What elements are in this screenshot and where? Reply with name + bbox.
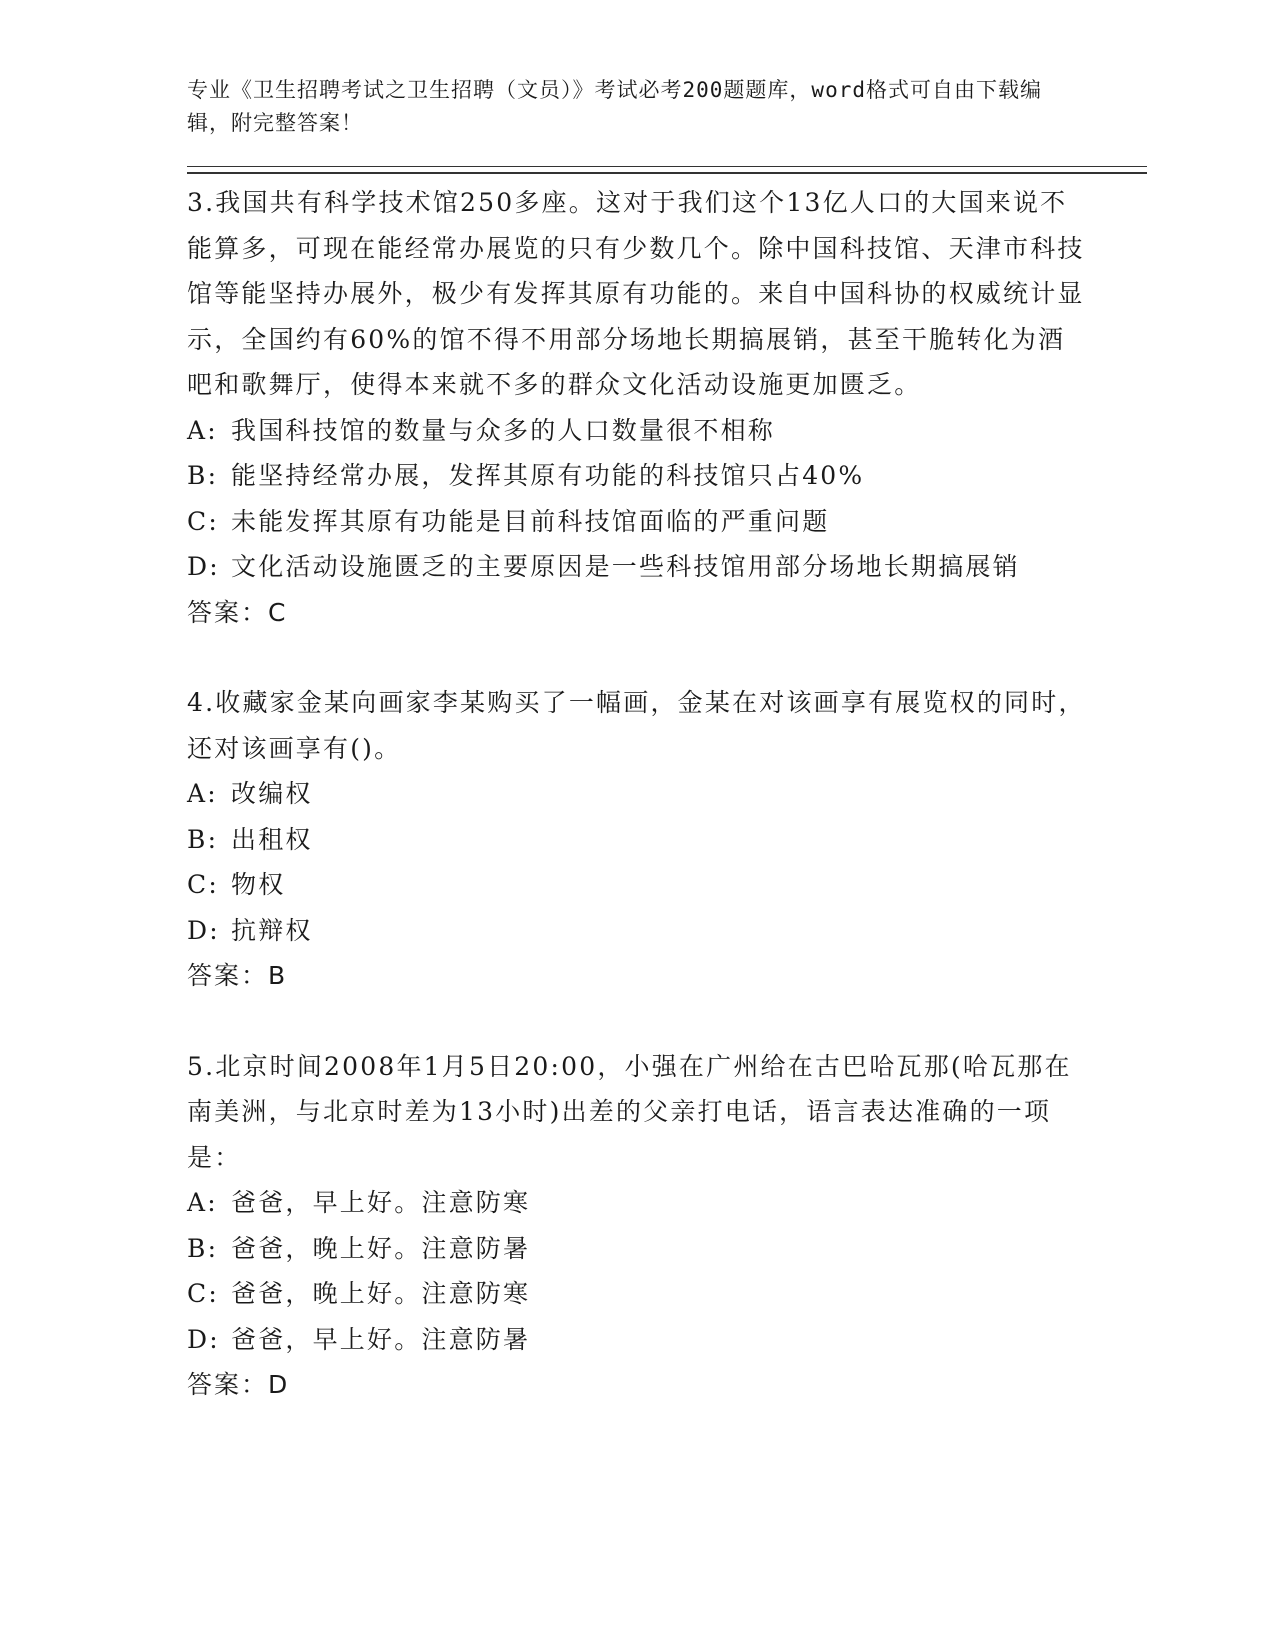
option-key: D: <box>187 915 220 945</box>
option-text: 未能发挥其原有功能是目前科技馆面临的严重问题 <box>231 506 830 536</box>
option-key: B: <box>187 461 219 490</box>
option-text: 改编权 <box>231 779 313 808</box>
option-text: 出租权 <box>231 824 313 854</box>
option-key: B: <box>187 1233 219 1263</box>
answer-line: 答案：D <box>187 1370 290 1399</box>
option-a <box>187 1180 1147 1226</box>
option-key: C: <box>187 870 219 899</box>
option-b <box>187 453 1147 499</box>
spacer <box>187 635 1147 680</box>
option-text: 抗辩权 <box>231 915 313 945</box>
answer-line: 答案：C <box>187 597 288 627</box>
option-text: 我国科技馆的数量与众多的人口数量很不相称 <box>231 415 776 445</box>
option-list <box>187 408 1147 590</box>
option-list <box>187 1180 1147 1362</box>
question-stem: 3.我国共有科学技术馆250多座。这对于我们这个13亿人口的大国来说不能算多，可现在能经常办展览的只有少数几个。除中国科技馆、天津市科技馆等能坚持办展外，极少有发挥其原有功能的。来自中国科协的权威统计显示，全国约有60%的馆不得不用部分场地长期搞展销，甚至干脆转化为酒吧和歌舞厅，使得本来就不多的群众文化活动设施更加匮乏。 <box>187 188 1085 399</box>
option-text: 爸爸，早上好。注意防寒 <box>231 1188 531 1217</box>
option-a <box>187 408 1147 454</box>
option-d <box>187 908 1147 954</box>
question-3 <box>187 180 1147 635</box>
option-text: 爸爸，早上好。注意防暑 <box>231 1324 531 1354</box>
option-c <box>187 499 1147 545</box>
question-stem: 5.北京时间2008年1月5日20:00，小强在广州给在古巴哈瓦那(哈瓦那在南美洲，与北京时差为13小时)出差的父亲打电话，语言表达准确的一项是： <box>187 1051 1072 1172</box>
option-key: C: <box>187 506 219 536</box>
option-list <box>187 771 1147 953</box>
option-text: 爸爸，晚上好。注意防暑 <box>231 1233 531 1263</box>
option-text: 爸爸，晚上好。注意防寒 <box>231 1279 531 1308</box>
option-text: 能坚持经常办展，发挥其原有功能的科技馆只占40% <box>231 461 865 490</box>
answer-line: 答案：B <box>187 961 288 990</box>
question-5 <box>187 1044 1147 1408</box>
option-c <box>187 1271 1147 1317</box>
option-key: D: <box>187 552 220 581</box>
option-d <box>187 544 1147 590</box>
option-c <box>187 862 1147 908</box>
option-b <box>187 817 1147 863</box>
option-d <box>187 1317 1147 1363</box>
option-text: 文化活动设施匮乏的主要原因是一些科技馆用部分场地长期搞展销 <box>231 552 1020 581</box>
option-key: D: <box>187 1324 220 1354</box>
header-divider <box>187 166 1147 174</box>
question-4 <box>187 680 1147 999</box>
option-key: B: <box>187 824 219 854</box>
option-key: A: <box>187 415 218 445</box>
option-key: A: <box>187 779 218 808</box>
spacer <box>187 999 1147 1044</box>
option-b <box>187 1226 1147 1272</box>
question-stem: 4.收藏家金某向画家李某购买了一幅画，金某在对该画享有展览权的同时，还对该画享有()。 <box>187 688 1086 763</box>
option-a <box>187 771 1147 817</box>
option-key: A: <box>187 1188 218 1217</box>
option-text: 物权 <box>231 870 286 899</box>
document-header: 专业《卫生招聘考试之卫生招聘（文员）》考试必考200题题库，word格式可自由下载编辑，附完整答案！ <box>187 78 1042 135</box>
document-page <box>187 74 1147 1408</box>
option-key: C: <box>187 1279 219 1308</box>
